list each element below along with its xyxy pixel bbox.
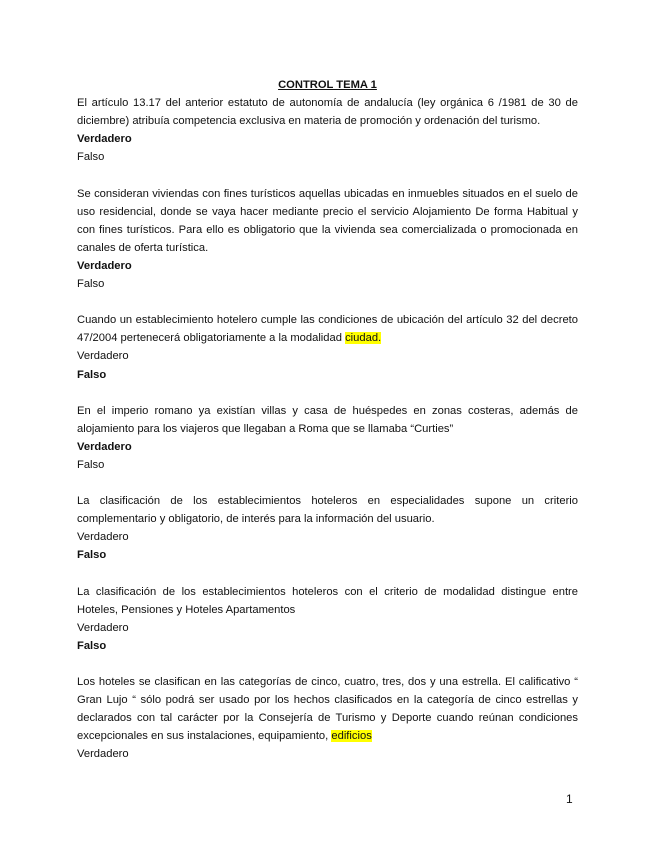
option-verdadero: Verdadero — [77, 531, 129, 544]
option-verdadero: Verdadero — [77, 133, 132, 146]
question-text: La clasificación de los establecimientos hoteleros con el criterio de modalidad distingue entre Hoteles, Pensiones y Hoteles Apartamentos — [77, 585, 578, 616]
question-5 — [77, 492, 578, 564]
option-verdadero: Verdadero — [77, 748, 129, 761]
option-falso: Falso — [77, 368, 107, 381]
option-verdadero: Verdadero — [77, 621, 129, 634]
question-text: La clasificación de los establecimientos hoteleros en especialidades supone un criterio complementario y obligatorio, de interés para la información del usuario. — [77, 495, 578, 526]
document-body — [77, 76, 578, 764]
option-falso: Falso — [77, 549, 107, 562]
option-falso: Falso — [77, 278, 105, 291]
question-text: Cuando un establecimiento hotelero cumple las condiciones de ubicación del artículo 32 del decreto 47/2004 pertenecerá obligatoriamente a la modalidad ciudad. — [77, 314, 578, 345]
highlighted-text: ciudad. — [345, 332, 382, 345]
option-falso: Falso — [77, 151, 105, 164]
option-falso: Falso — [77, 458, 105, 471]
spacer — [77, 293, 578, 311]
option-verdadero: Verdadero — [77, 350, 129, 363]
spacer — [77, 655, 578, 673]
question-text: En el imperio romano ya existían villas y casa de huéspedes en zonas costeras, además de alojamiento para los viajeros que llegaban a Roma que se llamaba “Curties” — [77, 404, 578, 435]
highlighted-text: edificios — [331, 730, 372, 743]
spacer — [77, 166, 578, 184]
question-3 — [77, 311, 578, 383]
question-text: Los hoteles se clasifican en las categorías de cinco, cuatro, tres, dos y una estrella. El calificativo “ Gran Lujo “ sólo podrá ser usado por los hechos clasificados en la categoría de cinco estrellas y declarados con tal carácter por la Consejería de Turismo y Deporte cuando reúnan condiciones excepcionales en sus instalaciones, equipamiento, edificios — [77, 676, 578, 743]
option-verdadero: Verdadero — [77, 440, 132, 453]
document-title: CONTROL TEMA 1 — [278, 79, 377, 91]
question-text: Se consideran viviendas con fines turísticos aquellas ubicadas en inmuebles situados en el suelo de uso residencial, donde se vaya hacer mediante precio el servicio Alojamiento De forma Habitual y con fines turísticos. Para ello es obligatorio que la vivienda sea comercializada o promocionada en canales de oferta turística. — [77, 187, 578, 254]
page-number: 1 — [566, 792, 573, 806]
question-4 — [77, 402, 578, 474]
question-7 — [77, 673, 578, 763]
spacer — [77, 384, 578, 402]
spacer — [77, 474, 578, 492]
option-falso: Falso — [77, 639, 107, 652]
question-2 — [77, 185, 578, 294]
question-6 — [77, 583, 578, 655]
option-verdadero: Verdadero — [77, 259, 132, 272]
spacer — [77, 565, 578, 583]
question-1 — [77, 94, 578, 166]
question-text: El artículo 13.17 del anterior estatuto de autonomía de andalucía (ley orgánica 6 /1981 de 30 de diciembre) atribuía competencia exclusiva en materia de promoción y ordenación del turismo. — [77, 97, 578, 128]
